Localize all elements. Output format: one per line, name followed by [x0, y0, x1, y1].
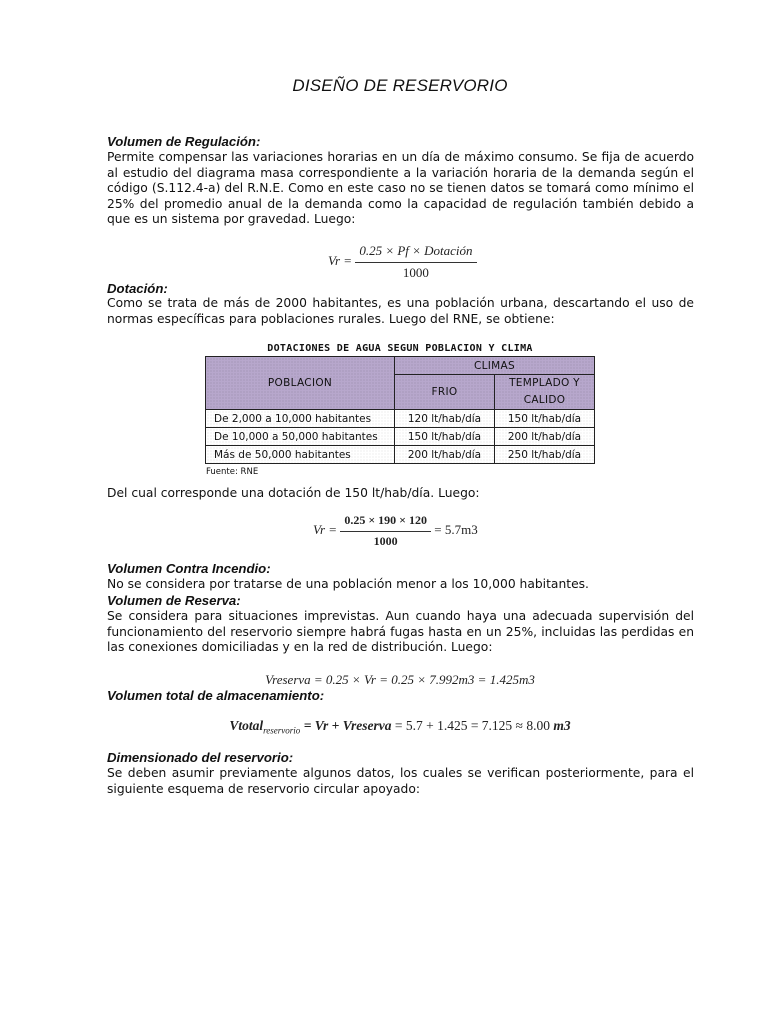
equation-vr2-result: = 5.7m3 — [434, 521, 478, 537]
equation-vr-values — [313, 513, 478, 549]
equation-vr2-denominator: 1000 — [373, 534, 398, 548]
heading-dimensionado: Dimensionado del reservorio: — [107, 750, 294, 765]
equation-vr2-fraction — [340, 513, 431, 549]
equation-vr-numerator: 0.25 × Pf × Dotación — [355, 243, 476, 263]
heading-volumen-total: Volumen total de almacenamiento: — [107, 688, 325, 703]
equation-vr-formula — [328, 243, 477, 281]
equation-vr2-lhs: Vr = — [313, 521, 338, 537]
equation-vtotal-unit: m3 — [549, 718, 571, 733]
cell-poblacion: De 2,000 a 10,000 habitantes — [206, 410, 395, 428]
cell-templado: 200 lt/hab/día — [495, 428, 595, 446]
table-caption: DOTACIONES DE AGUA SEGUN POBLACION Y CLIMA — [267, 343, 533, 354]
heading-dotacion: Dotación: — [107, 281, 168, 296]
table-row — [206, 410, 595, 428]
table-row — [206, 446, 595, 464]
equation-vtotal-subscript: reservorio — [263, 725, 301, 736]
equation-vr-denominator: 1000 — [402, 265, 429, 280]
paragraph-contra-incendio: No se considera por tratarse de una población menor a los 10,000 habitantes. — [107, 577, 589, 591]
equation-vr2-numerator: 0.25 × 190 × 120 — [340, 513, 431, 532]
header-templado-calido: TEMPLADO Y CALIDO — [495, 375, 595, 410]
equation-vtotal-var: Vtotal — [229, 718, 264, 733]
equation-vr-lhs: Vr = — [328, 252, 353, 268]
cell-poblacion: De 10,000 a 50,000 habitantes — [206, 428, 395, 446]
table-source: Fuente: RNE — [206, 467, 259, 477]
equation-vtotal-sum: = Vr + Vreserva — [300, 718, 392, 733]
cell-templado: 150 lt/hab/día — [495, 410, 595, 428]
equation-vreserva: Vreserva = 0.25 × Vr = 0.25 × 7.992m3 = 1.425m3 — [265, 672, 535, 687]
cell-poblacion: Más de 50,000 habitantes — [206, 446, 395, 464]
header-poblacion: POBLACION — [206, 357, 395, 410]
cell-frio: 120 lt/hab/día — [395, 410, 495, 428]
dotaciones-table — [205, 356, 595, 464]
paragraph-dotacion: Como se trata de más de 2000 habitantes, es una población urbana, descartando el uso de normas específicas para poblaciones rurales. Luego del RNE, se obtiene: — [107, 296, 694, 326]
paragraph-volumen-reserva: Se considera para situaciones imprevistas. Aun cuando haya una adecuada supervisión del funcionamiento del reservorio siempre habrá fugas hasta en un 25%, incluidas las perdidas en las conexiones domiciliadas y en la red de distribución. Luego: — [107, 609, 694, 655]
cell-frio: 200 lt/hab/día — [395, 446, 495, 464]
equation-vr-fraction — [355, 243, 476, 281]
cell-frio: 150 lt/hab/día — [395, 428, 495, 446]
heading-volumen-reserva: Volumen de Reserva: — [107, 593, 241, 608]
heading-volumen-contra-incendio: Volumen Contra Incendio: — [107, 561, 271, 576]
header-frio: FRIO — [395, 375, 495, 410]
paragraph-dotacion-result: Del cual corresponde una dotación de 150 lt/hab/día. Luego: — [107, 486, 480, 500]
heading-volumen-regulacion: Volumen de Regulación: — [107, 134, 261, 149]
equation-vtotal-values: = 5.7 + 1.425 = 7.125 ≈ 8.00 — [391, 718, 550, 733]
header-climas: CLIMAS — [395, 357, 595, 375]
cell-templado: 250 lt/hab/día — [495, 446, 595, 464]
table-row — [206, 428, 595, 446]
paragraph-dimensionado: Se deben asumir previamente algunos datos, los cuales se verifican posteriormente, para el siguiente esquema de reservorio circular apoyado: — [107, 766, 694, 796]
equation-vtotal — [0, 718, 768, 736]
paragraph-volumen-regulacion: Permite compensar las variaciones horarias en un día de máximo consumo. Se fija de acuerdo al estudio del diagrama masa correspondiente a la variación horaria de la demanda según el código (S.112.4-a) del R.N.E. Como en este caso no se tienen datos se tomará como mínimo el 25% del promedio anual de la demanda como la capacidad de regulación también debido a que es un sistema por gravedad. Luego: — [107, 150, 694, 227]
page-title: DISEÑO DE RESERVORIO — [292, 76, 508, 95]
